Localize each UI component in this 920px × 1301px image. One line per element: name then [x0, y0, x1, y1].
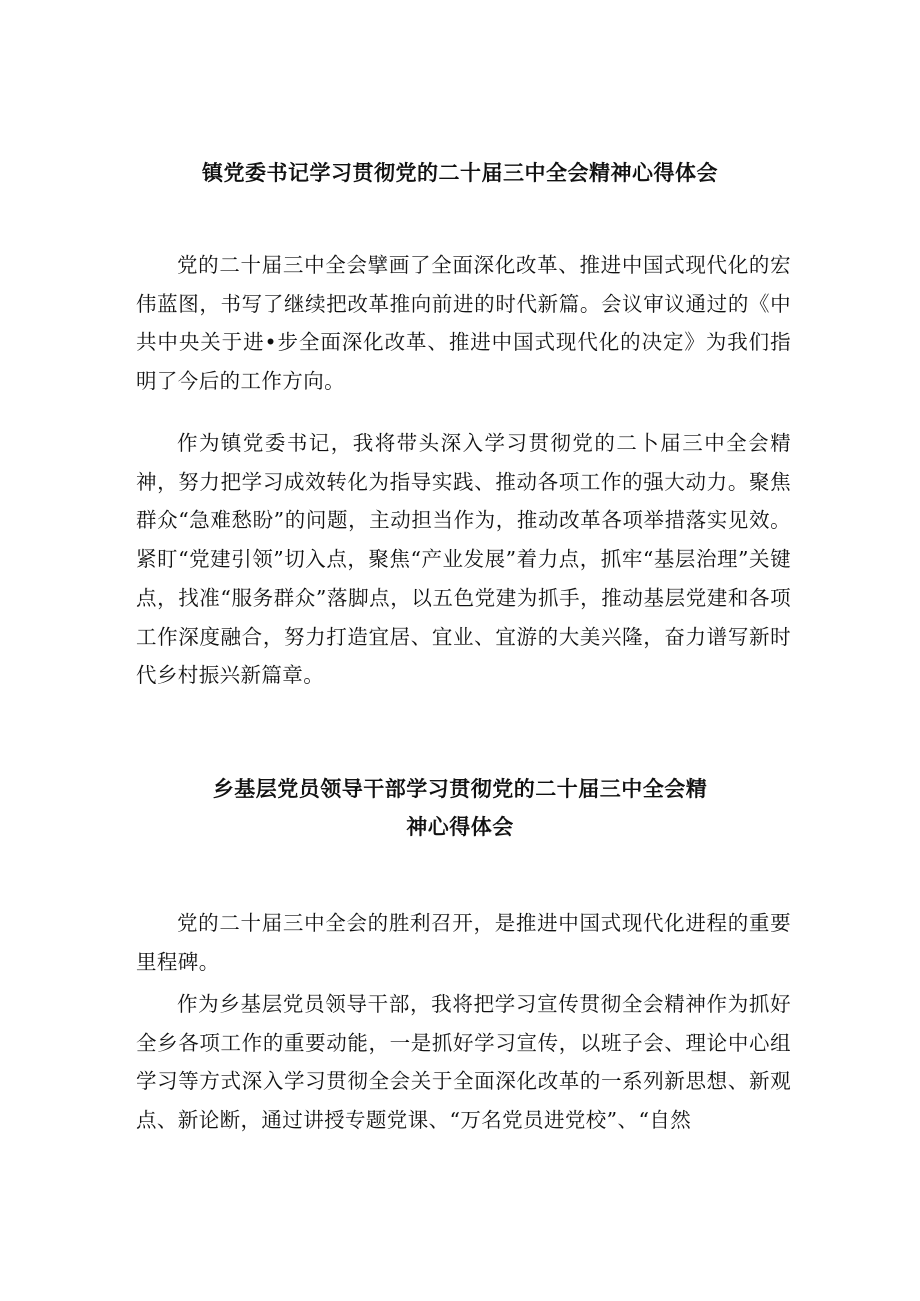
- section-1-paragraph-2: 作为镇党委书记，我将带头深入学习贯彻党的二卜届三中全会精神，努力把学习成效转化为指导实践、推动各项工作的强大动力。聚焦群众“急难愁盼”的问题，主动担当作为，推动改革各项举措落实见效。紧盯“党建引领”切入点，聚焦“产业发展”着力点，抓牢“基层治理”关键点，找准“服务群众”落脚点，以五色党建为抓手，推动基层党建和各项工作深度融合，努力打造宜居、宜业、宜游的大美兴隆，奋力谱写新时代乡村振兴新篇章。: [136, 431, 791, 688]
- section-2-paragraph-1: 党的二十届三中全会的胜利召开，是推进中国式现代化进程的重要里程碑。: [136, 911, 791, 974]
- section-2-title: [0, 770, 920, 846]
- section-1-paragraph-1: 党的二十届三中全会擘画了全面深化改革、推进中国式现代化的宏伟蓝图，书写了继续把改革推向前进的时代新篇。会议审议通过的《中共中央关于进•步全面深化改革、推进中国式现代化的决定》为我们指明了今后的工作方向。: [136, 253, 791, 394]
- section-2-title-line-2: 神心得体会: [406, 815, 514, 839]
- section-2-paragraph-2: 作为乡基层党员领导干部，我将把学习宣传贯彻全会精神作为抓好全乡各项工作的重要动能，一是抓好学习宣传，以班子会、理论中心组学习等方式深入学习贯彻全会关于全面深化改革的一系列新思想、新观点、新论断，通过讲授专题党课、“万名党员进党校”、“自然: [136, 992, 791, 1133]
- section-1-title: 镇党委书记学习贯彻党的二十届三中全会精神心得体会: [202, 161, 718, 185]
- section-2-title-line-1: 乡基层党员领导干部学习贯彻党的二十届三中全会精: [212, 777, 708, 801]
